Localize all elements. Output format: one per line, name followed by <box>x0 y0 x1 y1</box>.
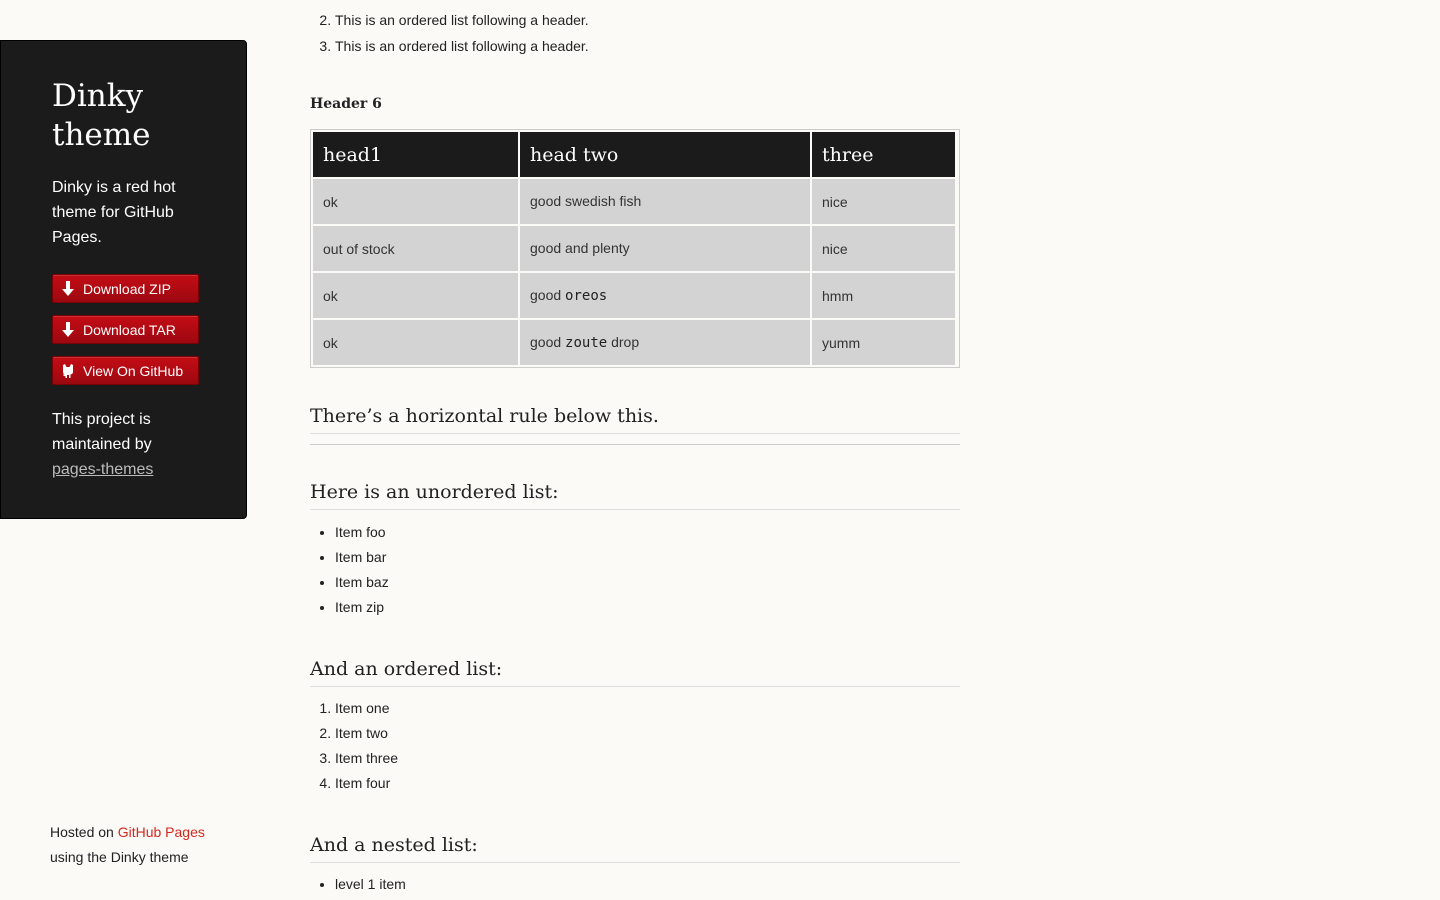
site-tagline: Dinky is a red hot theme for GitHub Pages. <box>52 179 176 246</box>
maintainer-note <box>52 407 202 482</box>
list-item: • Item zip <box>335 595 389 620</box>
list-item: 2. This is an ordered list following a header. <box>335 7 589 33</box>
table-cell: good and plenty <box>520 226 810 271</box>
header-6: Header 6 <box>310 96 382 112</box>
table-header-cell: three <box>812 132 955 177</box>
download-tar-button[interactable] <box>52 315 199 344</box>
table-cell: hmm <box>812 273 955 318</box>
download-icon <box>61 280 75 298</box>
table-cell: yumm <box>812 320 955 365</box>
view-on-github-button[interactable] <box>52 356 199 385</box>
github-icon <box>61 362 75 380</box>
table-cell: ok <box>313 320 518 365</box>
list-item: 4. Item four <box>335 771 398 796</box>
list-item: 3. This is an ordered list following a header. <box>335 33 589 59</box>
list-item: • level 1 item <box>335 872 406 897</box>
theme-line: using the Dinky theme <box>50 849 189 865</box>
data-table <box>310 129 960 368</box>
github-pages-link[interactable]: GitHub Pages <box>117 824 205 840</box>
list-item: 2. Item two <box>335 721 398 746</box>
table-row <box>313 273 955 318</box>
table-header-cell: head two <box>520 132 810 177</box>
table-cell: good oreos <box>520 273 810 318</box>
nested-list <box>310 872 406 897</box>
inline-code: zoute <box>565 335 608 351</box>
table-cell: ok <box>313 273 518 318</box>
table-row <box>313 179 955 224</box>
download-buttons <box>52 274 246 385</box>
unordered-list <box>310 520 389 620</box>
list-item: • Item baz <box>335 570 389 595</box>
nested-heading: And a nested list: <box>310 832 960 863</box>
list-item: • Item foo <box>335 520 389 545</box>
table-header-row <box>313 132 955 177</box>
table-header-cell: head1 <box>313 132 518 177</box>
table-cell: ok <box>313 179 518 224</box>
maintainer-link[interactable]: pages-themes <box>52 461 154 478</box>
table-cell: good zoute drop <box>520 320 810 365</box>
hosted-footer <box>50 820 205 870</box>
table-row <box>313 320 955 365</box>
view-on-github-label: View On GitHub <box>83 362 184 379</box>
list-item: 1. Item one <box>335 696 398 721</box>
hr-heading: There’s a horizontal rule below this. <box>310 403 960 434</box>
site-title: Dinky theme <box>52 78 151 153</box>
inline-code: oreos <box>565 288 608 304</box>
download-icon <box>61 321 75 339</box>
sidebar <box>0 40 247 519</box>
table-cell: out of stock <box>313 226 518 271</box>
hosted-prefix: Hosted on <box>50 824 118 840</box>
ordered-list <box>310 696 398 796</box>
table-cell: nice <box>812 179 955 224</box>
top-ordered-list <box>310 7 589 59</box>
table-cell: nice <box>812 226 955 271</box>
ordered-heading: And an ordered list: <box>310 656 960 687</box>
download-zip-button[interactable] <box>52 274 199 303</box>
download-zip-label: Download ZIP <box>83 280 171 297</box>
table-cell: good swedish fish <box>520 179 810 224</box>
maintainer-prefix: This project is maintained by <box>52 411 152 453</box>
unordered-heading: Here is an unordered list: <box>310 479 960 510</box>
horizontal-rule <box>310 444 960 445</box>
table-row <box>313 226 955 271</box>
list-item: 3. Item three <box>335 746 398 771</box>
list-item: • Item bar <box>335 545 389 570</box>
download-tar-label: Download TAR <box>83 321 176 338</box>
